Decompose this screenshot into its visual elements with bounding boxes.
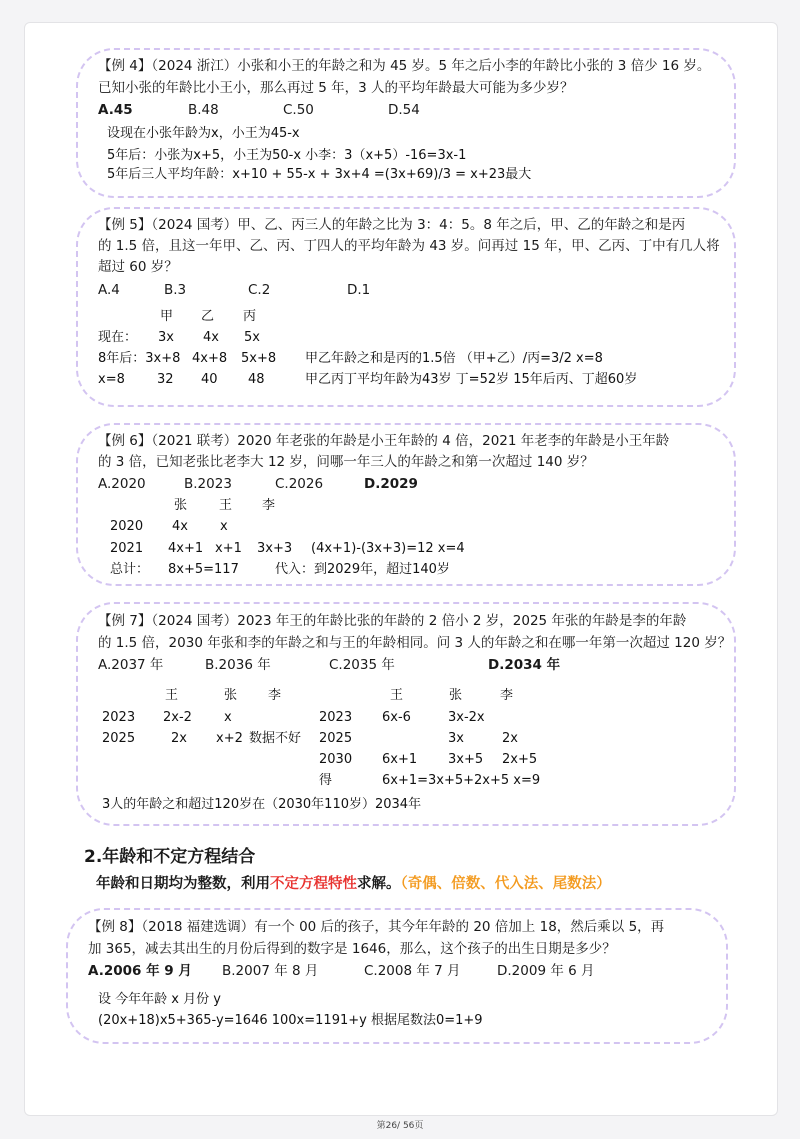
example-6-header-wang: 王 bbox=[219, 498, 233, 513]
example-7-right-r1-year: 2023 bbox=[319, 710, 353, 725]
example-7-right-r2-c3: 2x bbox=[502, 731, 518, 746]
example-7-right-r1-c1: 6x-6 bbox=[382, 710, 411, 725]
example-7-left-r1-c2: x bbox=[224, 710, 232, 725]
example-5-option-d: D.1 bbox=[347, 282, 371, 298]
example-5-r2-c2: 4x+8 bbox=[192, 351, 228, 366]
example-7-right-r3-c1: 6x+1 bbox=[382, 752, 418, 767]
page-number: 第26/ 56页 bbox=[376, 1121, 424, 1131]
section-2-subtitle: 年龄和日期均为整数，利用不定方程特性求解。（奇偶、倍数、代入法、尾数法） bbox=[96, 876, 611, 892]
example-5-r3-c2: 40 bbox=[201, 372, 218, 387]
example-4-option-b: B.48 bbox=[188, 102, 219, 118]
example-7-left-r1-c1: 2x-2 bbox=[163, 710, 192, 725]
example-5-header-bing: 丙 bbox=[243, 309, 257, 324]
example-8-tag: 【例 8】 bbox=[88, 919, 142, 935]
example-4-option-d: D.54 bbox=[388, 102, 420, 118]
example-7-right-header-li: 李 bbox=[500, 688, 514, 703]
example-7-right-header-zhang: 张 bbox=[449, 688, 463, 703]
example-6-r2-c1: 4x+1 bbox=[168, 541, 204, 556]
section-2-title: 2.年龄和不定方程结合 bbox=[84, 847, 256, 867]
example-6-header-zhang: 张 bbox=[174, 498, 188, 513]
example-7-option-b: B.2036 年 bbox=[205, 657, 271, 673]
example-7-right-r3-year: 2030 bbox=[319, 752, 353, 767]
example-5-r2-c3: 5x+8 bbox=[241, 351, 277, 366]
example-5-header-yi: 乙 bbox=[201, 309, 215, 324]
example-7-q1: 【例 7】（2024 国考）2023 年王的年龄比张的年龄的 2 倍小 2 岁，2025 年张的年龄是李的年龄 bbox=[98, 613, 687, 629]
example-6-r3-label: 总计： bbox=[110, 562, 150, 577]
highlight-red-text: 不定方程特性 bbox=[270, 876, 357, 892]
example-6-r1-year: 2020 bbox=[110, 519, 144, 534]
example-6-r3-c1: 8x+5=117 bbox=[168, 562, 239, 577]
example-7-right-r2-year: 2025 bbox=[319, 731, 353, 746]
example-6-r3-note: 代入：到2029年，超过140岁 bbox=[275, 562, 450, 577]
example-5-r1-c1: 3x bbox=[158, 330, 174, 345]
example-5-r2-note: 甲乙年龄之和是丙的1.5倍 （甲+乙）/丙=3/2 x=8 bbox=[305, 351, 603, 366]
example-5-r2-label: 8年后：3x+8 bbox=[98, 351, 181, 366]
example-7-left-r2-year: 2025 bbox=[102, 731, 136, 746]
example-6-r2-year: 2021 bbox=[110, 541, 144, 556]
example-6-r1-c1: 4x bbox=[172, 519, 188, 534]
example-5-option-b: B.3 bbox=[164, 282, 187, 298]
example-6-tag: 【例 6】 bbox=[98, 433, 152, 449]
example-6-header-li: 李 bbox=[262, 498, 276, 513]
example-5-option-c: C.2 bbox=[248, 282, 271, 298]
example-7-left-header-zhang: 张 bbox=[224, 688, 238, 703]
example-5-option-a: A.4 bbox=[98, 282, 120, 298]
example-5-header-jia: 甲 bbox=[160, 309, 174, 324]
example-7-left-header-li: 李 bbox=[268, 688, 282, 703]
example-5-r3-note: 甲乙丙丁平均年龄为43岁 丁=52岁 15年后丙、丁超60岁 bbox=[305, 372, 638, 387]
example-4-note-1: 设现在小张年龄为x，小王为45-x bbox=[107, 126, 300, 141]
example-7-option-c: C.2035 年 bbox=[329, 657, 395, 673]
example-4-q1: 【例 4】（2024 浙江）小张和小王的年龄之和为 45 岁。5 年之后小李的年龄比小张的 3 倍少 16 岁。 bbox=[98, 58, 711, 74]
example-8-note-1: 设 今年年龄 x 月份 y bbox=[98, 992, 221, 1007]
example-5-q3: 超过 60 岁？ bbox=[98, 259, 178, 275]
example-7-right-r3-c3: 2x+5 bbox=[502, 752, 538, 767]
example-6-q1: 【例 6】（2021 联考）2020 年老张的年龄是小王年龄的 4 倍，2021 年老李的年龄是小王年龄 bbox=[98, 433, 670, 449]
example-4-tag: 【例 4】 bbox=[98, 58, 152, 74]
example-4-note-3: 5年后三人平均年龄：x+10 + 55-x + 3x+4 =(3x+69)/3 = x+23最大 bbox=[107, 167, 532, 182]
example-8-option-b: B.2007 年 8 月 bbox=[222, 963, 319, 979]
example-7-q2: 的 1.5 倍，2030 年张和李的年龄之和与王的年龄相同。问 3 人的年龄之和在哪一年第一次超过 120 岁？ bbox=[98, 635, 732, 651]
example-6-option-a: A.2020 bbox=[98, 476, 146, 492]
example-8-option-d: D.2009 年 6 月 bbox=[497, 963, 595, 979]
example-4-q2: 已知小张的年龄比小王小，那么再过 5 年，3 人的平均年龄最大可能为多少岁？ bbox=[98, 80, 574, 96]
example-6-q2: 的 3 倍，已知老张比老李大 12 岁，问哪一年三人的年龄之和第一次超过 140 岁？ bbox=[98, 454, 594, 470]
example-4-option-a: A.45 bbox=[98, 102, 133, 118]
example-7-right-r2-c2: 3x bbox=[448, 731, 464, 746]
example-5-r1-c3: 5x bbox=[244, 330, 260, 345]
example-7-left-header-wang: 王 bbox=[165, 688, 179, 703]
example-8-q2: 加 365，减去其出生的月份后得到的数字是 1646，那么，这个孩子的出生日期是多少？ bbox=[88, 941, 616, 957]
example-5-r3-c1: 32 bbox=[157, 372, 174, 387]
example-4-note-2: 5年后：小张为x+5，小王为50-x 小李：3（x+5）-16=3x-1 bbox=[107, 148, 467, 163]
example-5-q2: 的 1.5 倍，且这一年甲、乙、丙、丁四人的平均年龄为 43 岁。问再过 15 年，甲、乙丙、丁中有几人将 bbox=[98, 238, 720, 254]
example-6-r1-c2: x bbox=[220, 519, 228, 534]
example-6-r2-c3: 3x+3 bbox=[257, 541, 293, 556]
example-7-left-r2-c2: x+2 bbox=[216, 731, 243, 746]
highlight-orange-text: （奇偶、倍数、代入法、尾数法） bbox=[400, 876, 611, 892]
example-7-right-r4-eq: 6x+1=3x+5+2x+5 x=9 bbox=[382, 773, 541, 788]
example-7-right-r4-label: 得 bbox=[319, 773, 333, 788]
example-6-option-d: D.2029 bbox=[364, 476, 418, 492]
example-5-r1-label: 现在： bbox=[98, 330, 138, 345]
example-5-r3-c3: 48 bbox=[248, 372, 265, 387]
example-8-q1: 【例 8】（2018 福建选调）有一个 00 后的孩子，其今年年龄的 20 倍加上 18，然后乘以 5，再 bbox=[88, 919, 665, 935]
example-8-note-2: (20x+18)x5+365-y=1646 100x=1191+y 根据尾数法0=1+9 bbox=[98, 1013, 483, 1028]
example-7-left-r1-year: 2023 bbox=[102, 710, 136, 725]
example-7-right-r1-c2: 3x-2x bbox=[448, 710, 485, 725]
example-8-option-c: C.2008 年 7 月 bbox=[364, 963, 461, 979]
example-8-option-a: A.2006 年 9 月 bbox=[88, 963, 192, 979]
example-7-summary: 3人的年龄之和超过120岁在（2030年110岁）2034年 bbox=[102, 797, 422, 812]
example-5-q1: 【例 5】（2024 国考）甲、乙、丙三人的年龄之比为 3：4：5。8 年之后，甲、乙的年龄之和是丙 bbox=[98, 217, 686, 233]
example-6-r2-eq: (4x+1)-(3x+3)=12 x=4 bbox=[311, 541, 465, 556]
example-4-option-c: C.50 bbox=[283, 102, 314, 118]
example-5-tag: 【例 5】 bbox=[98, 217, 152, 233]
example-5-r3-label: x=8 bbox=[98, 372, 125, 387]
example-5-r1-c2: 4x bbox=[203, 330, 219, 345]
example-7-tag: 【例 7】 bbox=[98, 613, 152, 629]
example-7-right-r3-c2: 3x+5 bbox=[448, 752, 484, 767]
example-6-option-c: C.2026 bbox=[275, 476, 324, 492]
example-7-left-r2-note: 数据不好 bbox=[249, 731, 302, 746]
example-6-option-b: B.2023 bbox=[184, 476, 232, 492]
example-7-right-header-wang: 王 bbox=[390, 688, 404, 703]
example-7-left-r2-c1: 2x bbox=[171, 731, 187, 746]
example-7-option-a: A.2037 年 bbox=[98, 657, 164, 673]
example-6-r2-c2: x+1 bbox=[215, 541, 242, 556]
example-7-option-d: D.2034 年 bbox=[488, 657, 561, 673]
